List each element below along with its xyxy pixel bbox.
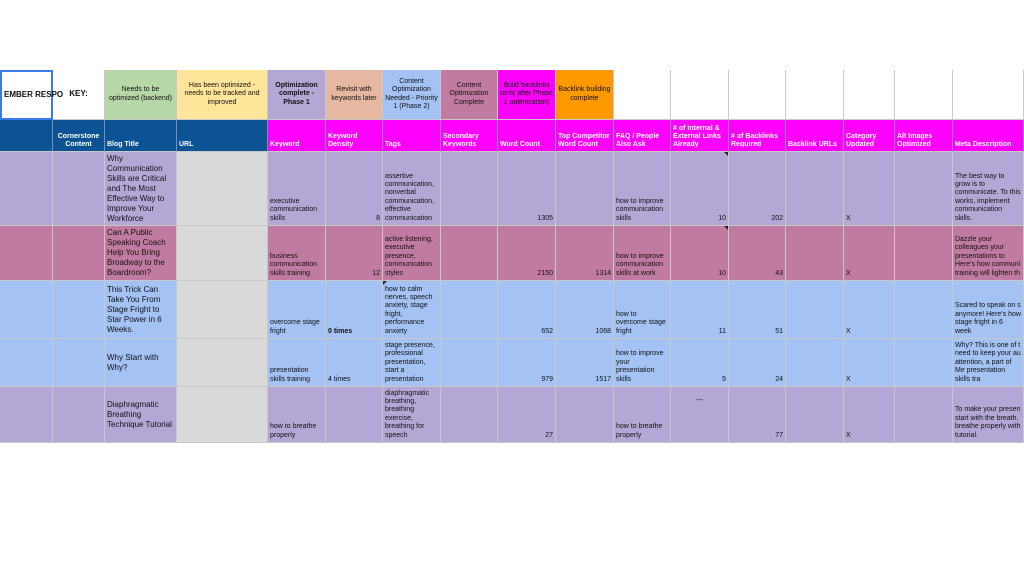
backlink-urls-cell[interactable] bbox=[786, 226, 844, 281]
density-cell[interactable]: 8 bbox=[326, 152, 383, 226]
cornerstone-cell[interactable] bbox=[53, 152, 105, 226]
empty-cell[interactable] bbox=[844, 70, 895, 120]
keyword-cell[interactable]: executive communication skills bbox=[268, 152, 326, 226]
header-cell[interactable] bbox=[0, 120, 53, 152]
header-top-competitor-word-count[interactable]: Top Competitor Word Count bbox=[556, 120, 614, 152]
empty-cell[interactable] bbox=[786, 70, 844, 120]
blog-title-cell[interactable]: Can A Public Speaking Coach Help You Bring Broadway to the Boardroom? bbox=[105, 226, 177, 281]
key-label[interactable]: KEY: bbox=[53, 70, 105, 120]
category-updated-cell[interactable]: X bbox=[844, 152, 895, 226]
backlink-urls-cell[interactable] bbox=[786, 281, 844, 339]
row-cell[interactable] bbox=[0, 281, 53, 339]
comment-indicator-icon[interactable] bbox=[724, 226, 728, 230]
backlinks-required-cell[interactable]: 202 bbox=[729, 152, 786, 226]
url-cell[interactable] bbox=[177, 152, 268, 226]
keyword-cell[interactable]: presentation skills training bbox=[268, 339, 326, 387]
category-updated-cell[interactable]: X bbox=[844, 387, 895, 443]
category-updated-cell[interactable]: X bbox=[844, 226, 895, 281]
header-blog-title[interactable]: Blog Title bbox=[105, 120, 177, 152]
cornerstone-cell[interactable] bbox=[53, 281, 105, 339]
meta-description-cell[interactable]: Dazzle your colleagues your presentations to Here's how communi training will lighten th bbox=[953, 226, 1024, 281]
competitor-word-count-cell[interactable]: 1517 bbox=[556, 339, 614, 387]
spreadsheet-grid bbox=[0, 70, 1024, 443]
row-cell[interactable] bbox=[0, 226, 53, 281]
secondary-keywords-cell[interactable] bbox=[441, 152, 498, 226]
tags-cell[interactable]: stage presence, professional presentation, start a presentation bbox=[383, 339, 441, 387]
keyword-cell[interactable]: business communication skills training bbox=[268, 226, 326, 281]
header-cornerstone-content[interactable]: Cornerstone Content bbox=[53, 120, 105, 152]
header-backlinks-required[interactable]: # of Backlinks Required bbox=[729, 120, 786, 152]
word-count-cell[interactable]: 1305 bbox=[498, 152, 556, 226]
key-content-optimization-complete[interactable]: Content Optimization Complete bbox=[441, 70, 498, 120]
key-optimization-complete[interactable]: Optimization complete - Phase 1 bbox=[268, 70, 326, 120]
header-faq[interactable]: FAQ / People Also Ask bbox=[614, 120, 671, 152]
meta-description-cell[interactable]: To make your presen start with the breath. breathe properly with tutorial. bbox=[953, 387, 1024, 443]
competitor-word-count-cell[interactable]: 1314 bbox=[556, 226, 614, 281]
row-cell[interactable] bbox=[0, 339, 53, 387]
header-word-count[interactable]: Word Count bbox=[498, 120, 556, 152]
links-cell[interactable]: --- bbox=[671, 387, 729, 443]
header-url[interactable]: URL bbox=[177, 120, 268, 152]
row-cell[interactable] bbox=[0, 387, 53, 443]
secondary-keywords-cell[interactable] bbox=[441, 387, 498, 443]
header-keyword-density[interactable]: Keyword Density bbox=[326, 120, 383, 152]
category-updated-cell[interactable]: X bbox=[844, 281, 895, 339]
header-tags[interactable]: Tags bbox=[383, 120, 441, 152]
tags-cell[interactable]: how to calm nerves, speech anxiety, stage fright, performance anxiety bbox=[383, 281, 441, 339]
competitor-word-count-cell[interactable]: 1068 bbox=[556, 281, 614, 339]
alt-images-cell[interactable] bbox=[895, 152, 953, 226]
key-needs-backend[interactable]: Needs to be optimized (backend) bbox=[105, 70, 177, 120]
secondary-keywords-cell[interactable] bbox=[441, 339, 498, 387]
key-content-optimization-needed[interactable]: Content Optimization Needed - Priority 1 (Phase 2) bbox=[383, 70, 441, 120]
backlink-urls-cell[interactable] bbox=[786, 387, 844, 443]
header-internal-external-links[interactable]: # of Internal & External Links Already bbox=[671, 120, 729, 152]
faq-cell[interactable]: how to improve communication skills bbox=[614, 152, 671, 226]
density-cell[interactable]: 4 times bbox=[326, 339, 383, 387]
header-keyword[interactable]: Keyword bbox=[268, 120, 326, 152]
key-build-backlinks[interactable]: Build backlinks (only after Phase 1 optimization) bbox=[498, 70, 556, 120]
backlink-urls-cell[interactable] bbox=[786, 152, 844, 226]
selected-cell-a1[interactable]: EMBER RESPO bbox=[0, 70, 53, 120]
alt-images-cell[interactable] bbox=[895, 226, 953, 281]
header-meta-description[interactable]: Meta Description bbox=[953, 120, 1024, 152]
url-cell[interactable] bbox=[177, 339, 268, 387]
backlinks-required-cell[interactable]: 51 bbox=[729, 281, 786, 339]
header-category-updated[interactable]: Category Updated bbox=[844, 120, 895, 152]
header-backlink-urls[interactable]: Backlink URLs bbox=[786, 120, 844, 152]
keyword-cell[interactable]: overcome stage fright bbox=[268, 281, 326, 339]
cornerstone-cell[interactable] bbox=[53, 226, 105, 281]
secondary-keywords-cell[interactable] bbox=[441, 226, 498, 281]
faq-cell[interactable]: how to improve communication skills at work bbox=[614, 226, 671, 281]
backlinks-required-cell[interactable]: 43 bbox=[729, 226, 786, 281]
meta-description-cell[interactable]: Scared to speak on s anymore! Here's how stage fright in 6 week bbox=[953, 281, 1024, 339]
comment-indicator-icon[interactable] bbox=[724, 152, 728, 156]
key-has-been-optimized[interactable]: Has been optimized - needs to be tracked and improved bbox=[177, 70, 268, 120]
blog-title-cell[interactable]: Diaphragmatic Breathing Technique Tutorial bbox=[105, 387, 177, 443]
blog-title-cell[interactable]: This Trick Can Take You From Stage Fright to Star Power in 6 Weeks. bbox=[105, 281, 177, 339]
tags-cell[interactable]: assertive communication, nonverbal communication, effective communication bbox=[383, 152, 441, 226]
links-cell[interactable]: 10 bbox=[671, 226, 729, 281]
faq-cell[interactable]: how to breathe properly bbox=[614, 387, 671, 443]
links-cell[interactable]: 10 bbox=[671, 152, 729, 226]
backlinks-required-cell[interactable]: 24 bbox=[729, 339, 786, 387]
density-cell[interactable]: 0 times bbox=[326, 281, 383, 339]
header-secondary-keywords[interactable]: Secondary Keywords bbox=[441, 120, 498, 152]
word-count-cell[interactable]: 652 bbox=[498, 281, 556, 339]
empty-cell[interactable] bbox=[671, 70, 729, 120]
word-count-cell[interactable]: 979 bbox=[498, 339, 556, 387]
keyword-cell[interactable]: how to breathe properly bbox=[268, 387, 326, 443]
meta-description-cell[interactable]: The best way to grow is to communicate. To this works, implement communication skills. bbox=[953, 152, 1024, 226]
faq-cell[interactable]: how to improve your presentation skills bbox=[614, 339, 671, 387]
row-cell[interactable] bbox=[0, 152, 53, 226]
density-cell[interactable]: 12 bbox=[326, 226, 383, 281]
url-cell[interactable] bbox=[177, 387, 268, 443]
competitor-word-count-cell[interactable] bbox=[556, 152, 614, 226]
word-count-cell[interactable]: 27 bbox=[498, 387, 556, 443]
density-cell[interactable] bbox=[326, 387, 383, 443]
alt-images-cell[interactable] bbox=[895, 387, 953, 443]
blog-title-cell[interactable]: Why Communication Skills are Critical and The Most Effective Way to Improve Your Workforce bbox=[105, 152, 177, 226]
empty-cell[interactable] bbox=[729, 70, 786, 120]
empty-cell[interactable] bbox=[895, 70, 953, 120]
links-cell[interactable]: 11 bbox=[671, 281, 729, 339]
key-backlink-complete[interactable]: Backlink building complete bbox=[556, 70, 614, 120]
faq-cell[interactable]: how to overcome stage fright bbox=[614, 281, 671, 339]
url-cell[interactable] bbox=[177, 226, 268, 281]
category-updated-cell[interactable]: X bbox=[844, 339, 895, 387]
comment-indicator-icon[interactable] bbox=[383, 281, 387, 285]
secondary-keywords-cell[interactable] bbox=[441, 281, 498, 339]
url-cell[interactable] bbox=[177, 281, 268, 339]
header-alt-images-optimized[interactable]: Alt Images Optimized bbox=[895, 120, 953, 152]
word-count-cell[interactable]: 2150 bbox=[498, 226, 556, 281]
cornerstone-cell[interactable] bbox=[53, 339, 105, 387]
tags-cell[interactable]: active listening, executive presence, communication styles bbox=[383, 226, 441, 281]
alt-images-cell[interactable] bbox=[895, 281, 953, 339]
alt-images-cell[interactable] bbox=[895, 339, 953, 387]
competitor-word-count-cell[interactable] bbox=[556, 387, 614, 443]
tags-cell[interactable]: diaphragmatic breathing, breathing exercise, breathing for speech bbox=[383, 387, 441, 443]
blog-title-cell[interactable]: Why Start with Why? bbox=[105, 339, 177, 387]
links-cell[interactable]: 5 bbox=[671, 339, 729, 387]
cornerstone-cell[interactable] bbox=[53, 387, 105, 443]
backlink-urls-cell[interactable] bbox=[786, 339, 844, 387]
meta-description-cell[interactable]: Why? This is one of t need to keep your au attention, a part of Me presentation skills tra bbox=[953, 339, 1024, 387]
empty-cell[interactable] bbox=[953, 70, 1024, 120]
backlinks-required-cell[interactable]: 77 bbox=[729, 387, 786, 443]
key-revisit-keywords[interactable]: Revisit with keywords later bbox=[326, 70, 383, 120]
empty-cell[interactable] bbox=[614, 70, 671, 120]
